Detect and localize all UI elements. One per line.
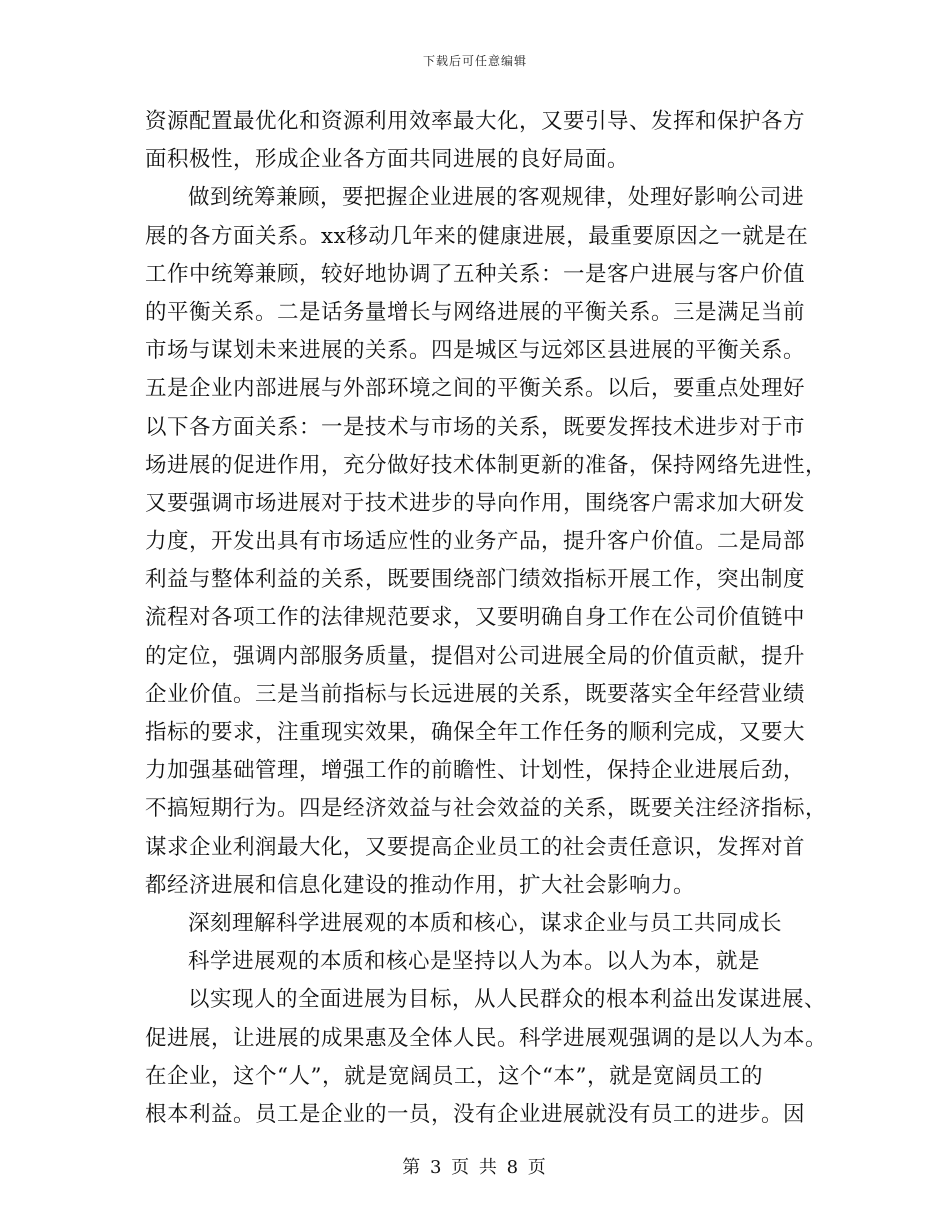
body-line: 又要强调市场进展对于技术进步的导向作用，围绕客户需求加大研发 xyxy=(145,490,806,516)
document-body xyxy=(145,103,828,1134)
body-line: 的定位，强调内部服务质量，提倡对公司进展全局的价值贡献，提升 xyxy=(145,643,806,669)
body-line: 不搞短期行为。四是经济效益与社会效益的关系，既要关注经济指标， xyxy=(145,796,828,822)
body-line: 科学进展观的本质和核心是坚持以人为本。以人为本，就是 xyxy=(188,949,761,975)
body-line: 力加强基础管理，增强工作的前瞻性、计划性，保持企业进展后劲， xyxy=(145,758,806,784)
body-line: 利益与整体利益的关系，既要围绕部门绩效指标开展工作，突出制度 xyxy=(145,567,806,593)
page-header: 下载后可任意编辑 xyxy=(422,54,527,68)
body-line: 五是企业内部进展与外部环境之间的平衡关系。以后，要重点处理好 xyxy=(145,376,806,402)
body-line: 都经济进展和信息化建设的推动作用，扩大社会影响力。 xyxy=(145,872,696,898)
body-line: 场进展的促进作用，充分做好技术体制更新的准备，保持网络先进性， xyxy=(145,452,828,478)
body-line: 做到统筹兼顾，要把握企业进展的客观规律，处理好影响公司进 xyxy=(188,185,805,211)
body-line: 市场与谋划未来进展的关系。四是城区与远郊区县进展的平衡关系。 xyxy=(145,338,806,364)
body-line: 的平衡关系。二是话务量增长与网络进展的平衡关系。三是满足当前 xyxy=(145,299,806,325)
body-line: 指标的要求，注重现实效果，确保全年工作任务的顺利完成，又要大 xyxy=(145,720,806,745)
body-line: 谋求企业利润最大化，又要提高企业员工的社会责任意识，发挥对首 xyxy=(145,834,806,860)
page-footer: 第 3 页 共 8 页 xyxy=(402,1157,548,1178)
body-line: 力度，开发出具有市场适应性的业务产品，提升客户价值。二是局部 xyxy=(145,529,806,555)
body-line: 企业价值。三是当前指标与长远进展的关系，既要落实全年经营业绩 xyxy=(145,681,806,707)
body-line: 工作中统筹兼顾，较好地协调了五种关系：一是客户进展与客户价值 xyxy=(145,261,806,287)
body-line: 流程对各项工作的法律规范要求，又要明确自身工作在公司价值链中 xyxy=(145,605,806,631)
body-line: 在企业，这个“人”，就是宽阔员工，这个“本”，就是宽阔员工的 xyxy=(145,1063,763,1089)
body-line: 面积极性，形成企业各方面共同进展的良好局面。 xyxy=(145,147,630,173)
body-line: 以实现人的全面进展为目标，从人民群众的根本利益出发谋进展、 xyxy=(188,987,827,1013)
body-line: 以下各方面关系：一是技术与市场的关系，既要发挥技术进步对于市 xyxy=(145,414,806,440)
body-line: 促进展，让进展的成果惠及全体人民。科学进展观强调的是以人为本。 xyxy=(145,1025,828,1051)
body-line: 根本利益。员工是企业的一员，没有企业进展就没有员工的进步。因 xyxy=(145,1101,806,1127)
body-line: 展的各方面关系。xx移动几年来的健康进展，最重要原因之一就是在 xyxy=(145,223,809,249)
body-line: 资源配置最优化和资源利用效率最大化，又要引导、发挥和保护各方 xyxy=(145,109,806,134)
body-line: 深刻理解科学进展观的本质和核心，谋求企业与员工共同成长 xyxy=(188,910,783,936)
